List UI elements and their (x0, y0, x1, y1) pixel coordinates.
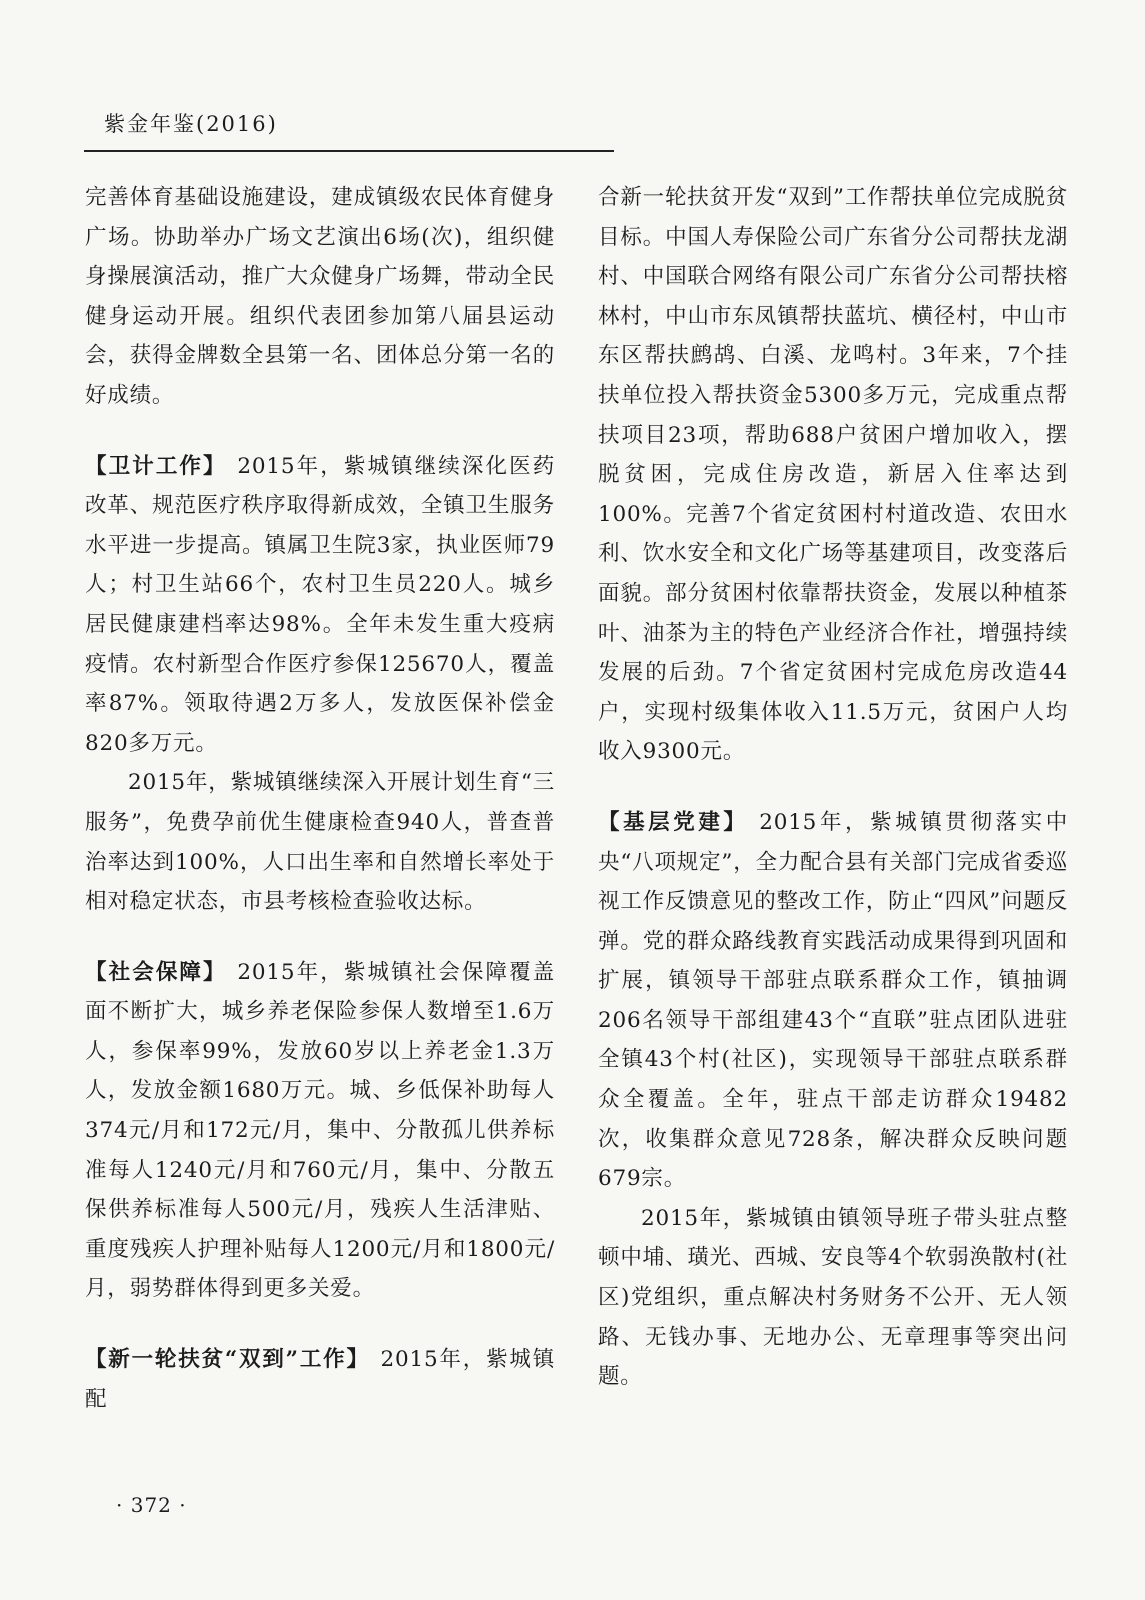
section-social-security (85, 953, 555, 1309)
section-label: 【新一轮扶贫“双到”工作】 (85, 1347, 370, 1373)
section-party-building (598, 803, 1068, 1199)
header-rule (84, 150, 614, 152)
paragraph-sports (85, 178, 555, 416)
section-poverty-relief (85, 1340, 555, 1419)
section-text: 2015年，紫城镇继续深化医药改革、规范医疗秩序取得新成效，全镇卫生服务水平进一步提高。镇属卫生院3家，执业医师79人；村卫生站66个，农村卫生员220人。城乡居民健康建档率达98%。全年未发生重大疫病疫情。农村新型合作医疗参保125670人，覆盖率87%。领取待遇2万多人，发放医保补偿金820多万元。 (85, 453, 555, 756)
page-number: · 372 · (116, 1493, 187, 1517)
paragraph-text: 合新一轮扶贫开发“双到”工作帮扶单位完成脱贫目标。中国人寿保险公司广东省分公司帮扶龙湖村、中国联合网络有限公司广东省分公司帮扶榕林村，中山市东凤镇帮扶蓝坑、横径村，中山市东区帮扶鹧鸪、白溪、龙鸣村。3年来，7个挂扶单位投入帮扶资金5300多万元，完成重点帮扶项目23项，帮助688户贫困户增加收入，摆脱贫困，完成住房改造，新居入住率达到100%。完善7个省定贫困村村道改造、农田水利、饮水安全和文化广场等基建项目，改变落后面貌。部分贫困村依靠帮扶资金，发展以种植茶叶、油茶为主的特色产业经济合作社，增强持续发展的后劲。7个省定贫困村完成危房改造44户，实现村级集体收入11.5万元，贫困户人均收入9300元。 (598, 185, 1068, 765)
section-label: 【社会保障】 (85, 959, 227, 985)
paragraph-text: 完善体育基础设施建设，建成镇级农民体育健身广场。协助举办广场文艺演出6场(次)，组织健身操展演活动，推广大众健身广场舞，带动全民健身运动开展。组织代表团参加第八届县运动会，获得金牌数全县第一名、团体总分第一名的好成绩。 (85, 185, 555, 408)
section-label: 【基层党建】 (598, 809, 749, 835)
left-column (85, 178, 555, 1419)
paragraph-text: 2015年，紫城镇继续深入开展计划生育“三服务”，免费孕前优生健康检查940人，普查普治率达到100%，人口出生率和自然增长率处于相对稳定状态，市县考核检查验收达标。 (85, 770, 555, 915)
section-label: 【卫计工作】 (85, 453, 227, 479)
section-text: 2015年，紫城镇贯彻落实中央“八项规定”，全力配合县有关部门完成省委巡视工作反馈意见的整改工作，防止“四风”问题反弹。党的群众路线教育实践活动成果得到巩固和扩展，镇领导干部驻点联系群众工作，镇抽调206名领导干部组建43个“直联”驻点团队进驻全镇43个村(社区)，实现领导干部驻点联系群众全覆盖。全年，驻点干部走访群众19482次，收集群众意见728条，解决群众反映问题679宗。 (598, 809, 1068, 1192)
paragraph-poverty-relief-continued (598, 178, 1068, 772)
paragraph-text: 2015年，紫城镇由镇领导班子带头驻点整顿中埔、璜光、西城、安良等4个软弱涣散村(社区)党组织，重点解决村务财务不公开、无人领路、无钱办事、无地办公、无章理事等突出问题。 (598, 1205, 1068, 1390)
right-column (598, 178, 1068, 1397)
paragraph-village-rectification (598, 1199, 1068, 1397)
section-health (85, 447, 555, 764)
running-title: 紫金年鉴(2016) (104, 112, 278, 136)
section-text: 2015年，紫城镇配 (85, 1347, 555, 1412)
section-text: 2015年，紫城镇社会保障覆盖面不断扩大，城乡养老保险参保人数增至1.6万人，参保率99%，发放60岁以上养老金1.3万人，发放金额1680万元。城、乡低保补助每人374元/月和172元/月，集中、分散孤儿供养标准每人1240元/月和760元/月，集中、分散五保供养标准每人500元/月，残疾人生活津贴、重度残疾人护理补贴每人1200元/月和1800元/月，弱势群体得到更多关爱。 (85, 959, 555, 1302)
paragraph-family-planning (85, 763, 555, 921)
